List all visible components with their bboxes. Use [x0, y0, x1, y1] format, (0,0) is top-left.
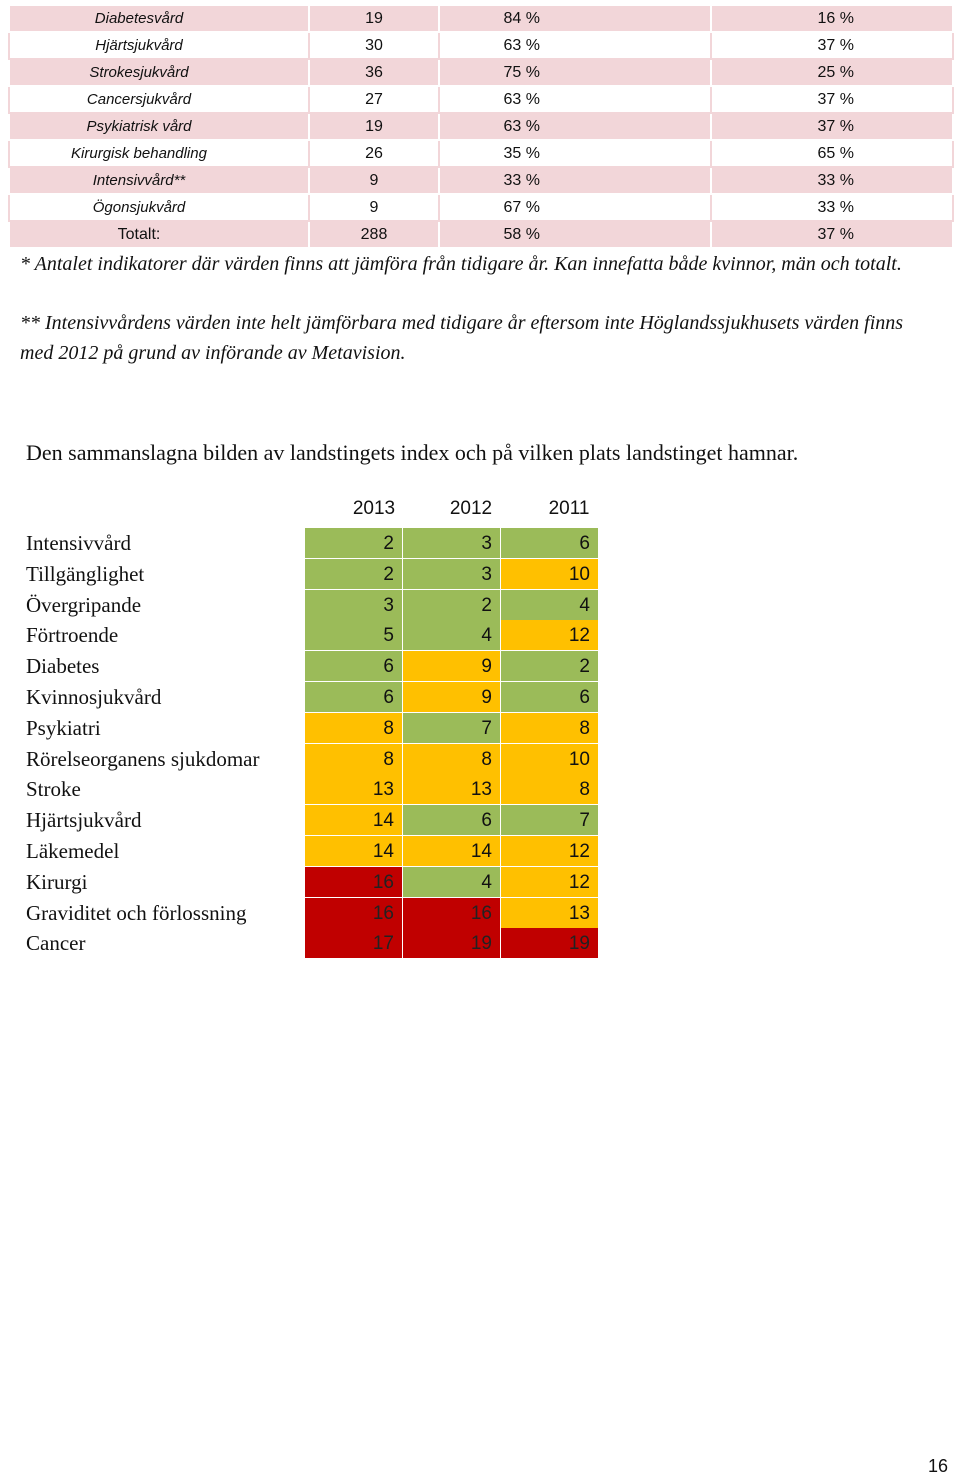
area-label: Cancer — [26, 931, 86, 956]
rank-cell-2011: 10 — [501, 559, 598, 589]
rank-cell-2011: 2 — [501, 651, 598, 681]
percent-worse: 37 % — [711, 32, 953, 59]
year-header-2011: 2011 — [548, 498, 590, 519]
rank-cell-2013: 16 — [305, 867, 402, 897]
rank-cell-2012: 14 — [403, 836, 500, 866]
year-header-2012: 2012 — [449, 498, 493, 519]
rank-cell-2012: 13 — [403, 774, 500, 804]
rank-cell-2011: 12 — [501, 867, 598, 897]
area-label: Stroke — [26, 777, 81, 802]
percent-improved: 63 % — [439, 32, 711, 59]
area-label: Intensivvård — [26, 531, 131, 555]
rank-cell-2011: 6 — [501, 682, 598, 712]
rank-cell-2013: 6 — [305, 682, 402, 712]
indicator-name: Psykiatrisk vård — [9, 113, 309, 140]
area-label: Förtroende — [26, 623, 119, 648]
rank-cell-2011: 12 — [501, 836, 598, 866]
page-number: 16 — [927, 1456, 948, 1476]
table-row — [9, 86, 953, 113]
indicator-count: 19 — [309, 5, 439, 32]
table-row — [9, 32, 953, 59]
rank-cell-2013: 3 — [305, 590, 402, 620]
area-label: Övergripande — [26, 592, 142, 617]
rank-cell-2013: 6 — [305, 651, 402, 681]
area-label: Rörelseorganens sjukdomar — [26, 746, 260, 771]
indicator-name: Diabetesvård — [9, 5, 309, 32]
rank-cell-2013: 5 — [305, 620, 402, 650]
rank-cell-2011: 4 — [501, 590, 598, 620]
percent-worse: 33 % — [711, 194, 953, 221]
table-row — [9, 167, 953, 194]
index-intro-text: Den sammanslagna bilden av landstingets index och på vilken plats landstinget hamnar. — [26, 440, 799, 465]
rank-cell-2013: 13 — [305, 774, 402, 804]
indicator-name: Intensivvård** — [9, 167, 309, 194]
indicator-count: 9 — [309, 194, 439, 221]
footnote-indicators: * Antalet indikatorer där värden finns att jämföra från tidigare år. Kan innefatta både kvinnor, män och totalt. — [20, 253, 902, 275]
percent-improved: 63 % — [439, 86, 711, 113]
area-label: Diabetes — [26, 654, 100, 679]
indicator-table — [8, 4, 954, 249]
indicator-count: 9 — [309, 167, 439, 194]
indicator-name: Cancersjukvård — [9, 86, 309, 113]
rank-cell-2013: 17 — [305, 928, 402, 958]
indicator-count: 19 — [309, 113, 439, 140]
year-header-2013: 2013 — [352, 498, 396, 519]
area-label: Kvinnosjukvård — [26, 685, 162, 709]
rank-cell-2012: 4 — [403, 867, 500, 897]
rank-cell-2011: 12 — [501, 620, 598, 650]
indicator-name: Kirurgisk behandling — [9, 140, 309, 167]
rank-cell-2013: 2 — [305, 528, 402, 558]
rank-cell-2012: 8 — [403, 744, 500, 774]
percent-worse: 25 % — [711, 59, 953, 86]
percent-improved: 67 % — [439, 194, 711, 221]
table-row — [9, 140, 953, 167]
indicator-name: Strokesjukvård — [9, 59, 309, 86]
indicator-name: Ögonsjukvård — [9, 194, 309, 221]
rank-cell-2013: 8 — [305, 713, 402, 743]
indicator-count: 36 — [309, 59, 439, 86]
rank-cell-2012: 2 — [403, 590, 500, 620]
total-row — [9, 221, 953, 248]
area-label: Tillgänglighet — [26, 561, 145, 586]
table-row — [9, 194, 953, 221]
area-label: Graviditet och förlossning — [26, 900, 247, 925]
percent-improved: 75 % — [439, 59, 711, 86]
rank-cell-2012: 19 — [403, 928, 500, 958]
indicator-name: Totalt: — [9, 221, 309, 248]
rank-cell-2012: 16 — [403, 898, 500, 928]
indicator-count: 27 — [309, 86, 439, 113]
percent-worse: 37 % — [711, 113, 953, 140]
rank-cell-2012: 7 — [403, 713, 500, 743]
rank-cell-2013: 14 — [305, 836, 402, 866]
area-label: Hjärtsjukvård — [26, 808, 142, 833]
footnote-intensive-care: ** Intensivvårdens värden inte helt jämförbara med tidigare år eftersom inte Höglandssjukhusets värden finns med 2012 på grund av införande av Metavision. — [20, 312, 904, 364]
indicator-count: 288 — [309, 221, 439, 248]
percent-worse: 33 % — [711, 167, 953, 194]
rank-cell-2011: 13 — [501, 898, 598, 928]
rank-cell-2011: 7 — [501, 805, 598, 835]
rank-cell-2012: 3 — [403, 559, 500, 589]
indicator-count: 30 — [309, 32, 439, 59]
percent-improved: 33 % — [439, 167, 711, 194]
rank-cell-2012: 6 — [403, 805, 500, 835]
rank-cell-2012: 9 — [403, 651, 500, 681]
table-row — [9, 113, 953, 140]
area-label: Läkemedel — [26, 839, 120, 863]
rank-cell-2011: 10 — [501, 744, 598, 774]
indicator-name: Hjärtsjukvård — [9, 32, 309, 59]
rank-cell-2013: 8 — [305, 744, 402, 774]
percent-improved: 63 % — [439, 113, 711, 140]
rank-cell-2012: 3 — [403, 528, 500, 558]
table-row — [9, 5, 953, 32]
percent-worse: 65 % — [711, 140, 953, 167]
rank-cell-2013: 14 — [305, 805, 402, 835]
percent-improved: 58 % — [439, 221, 711, 248]
rank-cell-2011: 6 — [501, 528, 598, 558]
indicator-count: 26 — [309, 140, 439, 167]
rank-cell-2012: 4 — [403, 620, 500, 650]
rank-cell-2011: 8 — [501, 774, 598, 804]
table-row — [9, 59, 953, 86]
percent-improved: 35 % — [439, 140, 711, 167]
percent-worse: 37 % — [711, 221, 953, 248]
area-label: Kirurgi — [26, 869, 88, 894]
rank-cell-2013: 2 — [305, 559, 402, 589]
rank-cell-2012: 9 — [403, 682, 500, 712]
percent-improved: 84 % — [439, 5, 711, 32]
rank-cell-2011: 8 — [501, 713, 598, 743]
rank-cell-2013: 16 — [305, 898, 402, 928]
percent-worse: 16 % — [711, 5, 953, 32]
area-label: Psykiatri — [26, 715, 101, 740]
rank-cell-2011: 19 — [501, 928, 598, 958]
percent-worse: 37 % — [711, 86, 953, 113]
